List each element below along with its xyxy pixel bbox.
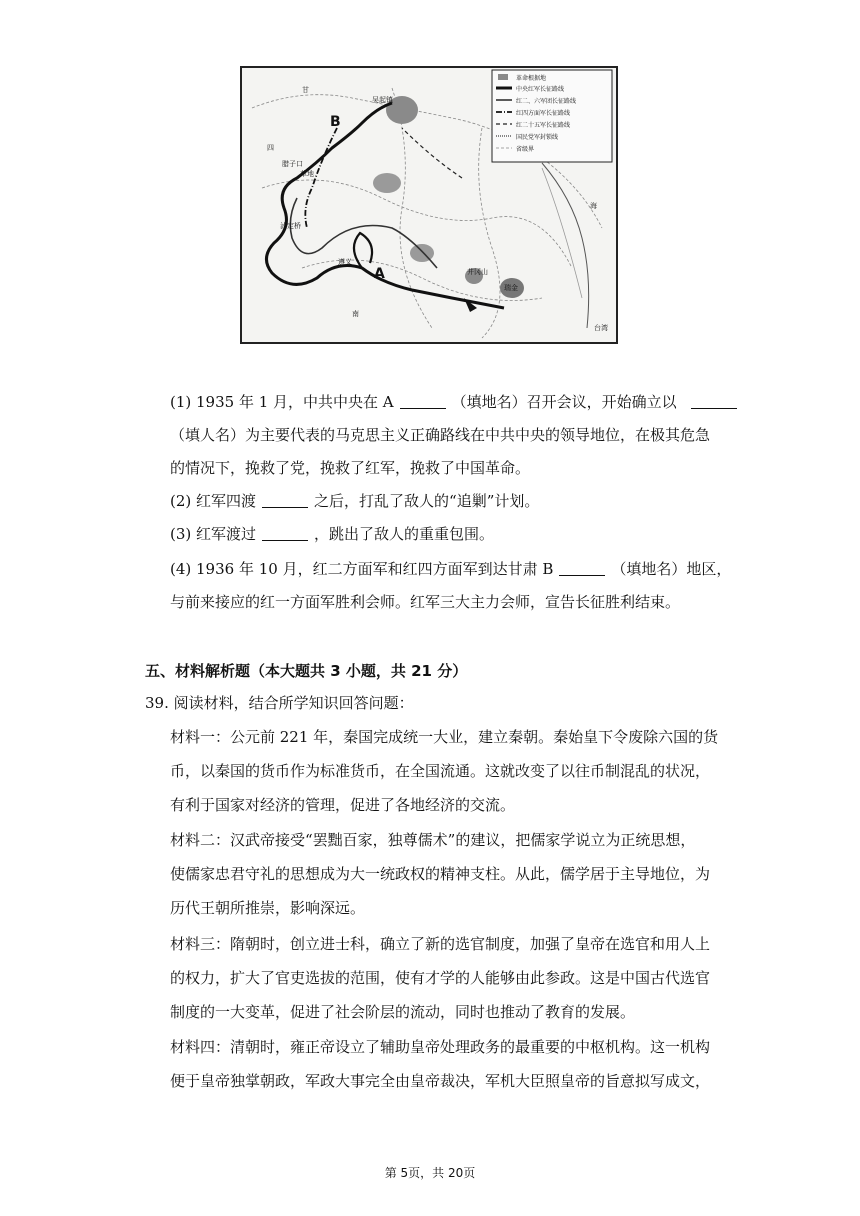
- place-label: 海: [590, 202, 597, 210]
- long-march-map: [240, 66, 618, 344]
- material-line: 材料一：公元前 221 年，秦国完成统一大业，建立秦朝。秦始皇下令废除六国的货: [170, 728, 719, 746]
- material-line: 材料二：汉武帝接受“罢黜百家，独尊儒术”的建议，把儒家学说立为正统思想，: [170, 831, 696, 849]
- legend-entry: 红二十五军长征路线: [516, 122, 571, 129]
- question-3: (3) 红军渡过 ，跳出了敌人的重重包围。: [170, 525, 495, 543]
- legend-entry: 中央红军长征路线: [516, 86, 565, 93]
- legend-entry: 红二、六军团长征路线: [516, 98, 577, 105]
- material-line: 有利于国家对经济的管理，促进了各地经济的交流。: [170, 796, 516, 814]
- map-label-b: B: [330, 114, 341, 130]
- place-label: 四: [267, 144, 274, 152]
- question-39-intro: 39. 阅读材料，结合所学知识回答问题：: [145, 694, 414, 712]
- answer-blank[interactable]: [691, 394, 737, 409]
- question-1-line-1: (1) 1935 年 1 月，中共中央在 A （填地名）召开会议，开始确立以: [170, 392, 743, 412]
- material-line: 使儒家忠君守礼的思想成为大一统政权的精神支柱。从此，儒学居于主导地位，为: [170, 865, 711, 883]
- answer-blank[interactable]: [400, 394, 446, 409]
- material-line: 材料四：清朝时，雍正帝设立了辅助皇帝处理政务的最重要的中枢机构。这一机构: [170, 1038, 711, 1056]
- question-4-line-1: (4) 1936 年 10 月，红二方面军和红四方面军到达甘肃 B （填地名）地区，: [170, 560, 732, 578]
- place-label: 台湾: [594, 324, 608, 332]
- answer-blank[interactable]: [559, 561, 605, 576]
- place-label: 腊子口: [282, 160, 303, 168]
- question-1-line-3: 的情况下，挽救了党，挽救了红军，挽救了中国革命。: [170, 459, 531, 477]
- material-line: 的权力，扩大了官吏选拔的范围，使有才学的人能够由此参政。这是中国古代选官: [170, 969, 711, 987]
- answer-blank[interactable]: [262, 526, 308, 541]
- base-area: [373, 173, 401, 193]
- place-label: 南: [352, 310, 359, 318]
- place-label: 遵义: [338, 258, 352, 266]
- legend-entry: 国民党军封锁线: [516, 134, 559, 141]
- page-footer: 第 5页，共 20页: [384, 1166, 476, 1180]
- question-4-line-2: 与前来接应的红一方面军胜利会师。红军三大主力会师，宣告长征胜利结束。: [170, 593, 681, 611]
- section-heading: 五、材料解析题（本大题共 3 小题，共 21 分）: [145, 662, 468, 680]
- map-label-a: A: [374, 266, 385, 282]
- material-line: 历代王朝所推崇，影响深远。: [170, 899, 366, 917]
- place-label: 甘: [302, 86, 309, 94]
- answer-blank[interactable]: [262, 493, 308, 508]
- place-label: 井冈山: [467, 268, 488, 276]
- question-2: (2) 红军四渡 之后，打乱了敌人的“追剿”计划。: [170, 492, 540, 510]
- place-label: 泸定桥: [280, 222, 301, 230]
- question-1-line-2: （填人名）为主要代表的马克思主义正确路线在中共中央的领导地位，在极其危急: [170, 426, 711, 444]
- place-label: 草地: [300, 170, 314, 178]
- map-drawing: [242, 68, 616, 342]
- place-label: 瑞金: [504, 284, 518, 292]
- legend-entry: 革命根据地: [516, 75, 547, 82]
- place-label: 吴起镇: [372, 96, 393, 104]
- legend-entry: 省级界: [516, 146, 535, 153]
- material-line: 币，以秦国的货币作为标准货币，在全国流通。这就改变了以往币制混乱的状况，: [170, 762, 711, 780]
- legend-entry: 红四方面军长征路线: [516, 110, 571, 117]
- material-line: 制度的一大变革，促进了社会阶层的流动，同时也推动了教育的发展。: [170, 1003, 636, 1021]
- question-number: 39.: [145, 694, 169, 712]
- material-line: 材料三：隋朝时，创立进士科，确立了新的选官制度，加强了皇帝在选官和用人上: [170, 935, 711, 953]
- material-line: 便于皇帝独掌朝政，军政大事完全由皇帝裁决，军机大臣照皇帝的旨意拟写成文，: [170, 1072, 711, 1090]
